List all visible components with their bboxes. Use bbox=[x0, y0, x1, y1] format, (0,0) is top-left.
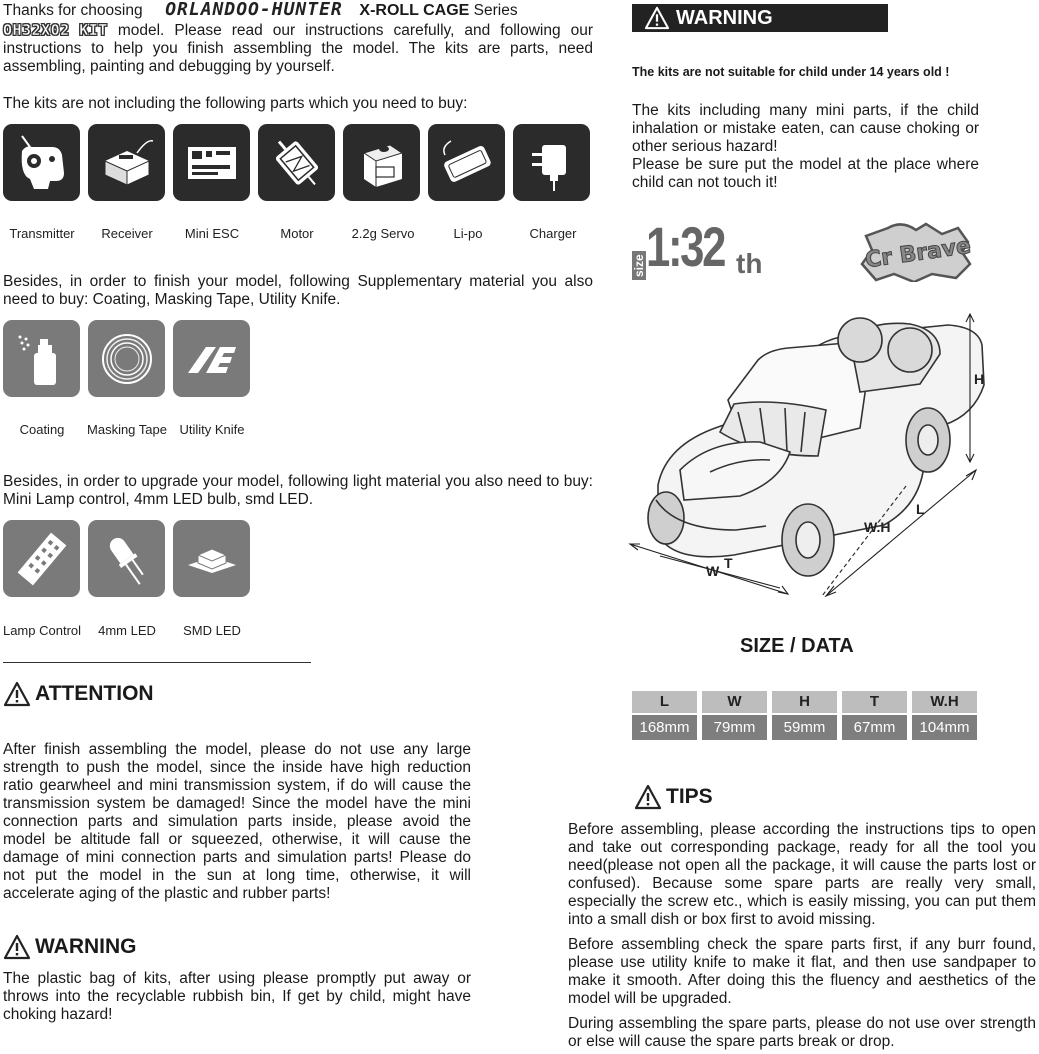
motor-icon bbox=[258, 124, 335, 201]
led-bulb-icon bbox=[88, 520, 165, 597]
dim-label-t: T bbox=[724, 555, 733, 571]
age-notice: The kits are not suitable for child under 14 years old ! bbox=[632, 65, 950, 79]
scale-number: 1:32 bbox=[646, 215, 725, 278]
warning-triangle-icon bbox=[644, 6, 670, 30]
size-col-wh bbox=[912, 691, 977, 740]
size-header: H bbox=[772, 691, 837, 713]
crbrave-logo-graphic bbox=[858, 220, 980, 282]
size-header: L bbox=[632, 691, 697, 713]
model-code-badge: OH32X02 KIT bbox=[3, 21, 108, 39]
intro-block bbox=[3, 1, 593, 76]
label-utility-knife: Utility Knife bbox=[179, 422, 245, 437]
series-word: Series bbox=[473, 2, 518, 19]
tape-icon bbox=[88, 320, 165, 397]
attention-heading bbox=[3, 681, 154, 707]
attention-text: After finish assembling the model, please do not use any large strength to push the model, since the inside have high reduction ratio gearwheel and mini transmission system, if do will cause the transmission system be damaged! Since the model have the mini connection parts and simulation parts inside, please avoid the model be altitude fall or squeezed, otherwise, it will cause the damage of mini connection parts and simulation parts! Please do not put the model in the sun at long time, otherwise, it will accelerate aging of the plastic and rubber parts! bbox=[3, 741, 471, 902]
size-col-t bbox=[842, 691, 907, 740]
label-transmitter: Transmitter bbox=[9, 226, 75, 241]
transmitter-icon bbox=[3, 124, 80, 201]
attention-title: ATTENTION bbox=[35, 682, 154, 705]
size-value: 67mm bbox=[842, 715, 907, 740]
tips-heading bbox=[634, 784, 713, 810]
spray-can-icon bbox=[3, 320, 80, 397]
tips-title: TIPS bbox=[666, 785, 713, 808]
size-col-h bbox=[772, 691, 837, 740]
scale-prefix: size bbox=[632, 251, 646, 280]
receiver-icon bbox=[88, 124, 165, 201]
not-included-text: The kits are not including the following parts which you need to buy: bbox=[3, 95, 468, 112]
crbrave-logo bbox=[858, 220, 980, 282]
scale-graphic bbox=[632, 215, 772, 288]
tips-paragraph-2: Before assembling check the spare parts first, if any burr found, please use utility knife to make it flat, and then use sandpaper to make it smooth. After doing this the fluency and aesthetics of the model will be upgraded. bbox=[568, 936, 1036, 1007]
supplementary-icons bbox=[3, 320, 250, 397]
section-divider bbox=[3, 662, 311, 663]
warning-triangle-icon bbox=[3, 934, 31, 960]
truck-illustration bbox=[620, 300, 1000, 610]
tips-paragraph-3: During assembling the spare parts, please do not use over strength or else will cause the spare parts break or drop. bbox=[568, 1015, 1036, 1050]
label-receiver: Receiver bbox=[101, 226, 153, 241]
label-charger: Charger bbox=[529, 226, 577, 241]
size-value: 79mm bbox=[702, 715, 767, 740]
label-coating: Coating bbox=[19, 422, 65, 437]
supplementary-labels bbox=[0, 422, 300, 438]
warning-banner bbox=[632, 4, 888, 32]
size-header: W.H bbox=[912, 691, 977, 713]
warning-heading-left bbox=[3, 934, 137, 960]
scale-suffix: th bbox=[736, 248, 763, 279]
upgrade-labels bbox=[0, 623, 300, 639]
size-col-w bbox=[702, 691, 767, 740]
dim-label-l: L bbox=[916, 501, 925, 517]
charger-icon bbox=[513, 124, 590, 201]
size-header: T bbox=[842, 691, 907, 713]
series-name: X-ROLL CAGE bbox=[359, 2, 470, 19]
label-esc: Mini ESC bbox=[184, 226, 240, 241]
size-value: 168mm bbox=[632, 715, 697, 740]
smd-led-icon bbox=[173, 520, 250, 597]
supplementary-text: Besides, in order to finish your model, following Supplementary material you also need to buy: Coating, Masking Tape, Utility Knife. bbox=[3, 273, 593, 308]
warning-text-left: The plastic bag of kits, after using please promptly put away or throws into the recyclable rubbish bin, If get by child, might have choking hazard! bbox=[3, 970, 471, 1023]
warning-triangle-icon bbox=[634, 784, 662, 810]
upgrade-text: Besides, in order to upgrade your model, following light material you also need to buy: Mini Lamp control, 4mm LED bulb, smd LED. bbox=[3, 473, 593, 508]
intro-text: model. Please read our instructions carefully, and following our instructions to help you finish assembling the model. The kits are parts, need assembling, painting and debugging by yourself. bbox=[3, 22, 593, 75]
label-smd-led: SMD LED bbox=[183, 623, 241, 638]
truck-dimension-diagram bbox=[620, 300, 1000, 610]
knife-icon bbox=[173, 320, 250, 397]
label-servo: 2.2g Servo bbox=[351, 226, 415, 241]
label-motor: Motor bbox=[280, 226, 314, 241]
label-4mm-led: 4mm LED bbox=[98, 623, 156, 638]
dim-label-w: W bbox=[706, 563, 720, 579]
dim-label-wh: W.H bbox=[864, 519, 891, 535]
label-lamp-control: Lamp Control bbox=[2, 623, 82, 638]
warning-triangle-icon bbox=[3, 681, 31, 707]
size-data-title: SIZE / DATA bbox=[740, 635, 854, 657]
size-value: 59mm bbox=[772, 715, 837, 740]
servo-icon bbox=[343, 124, 420, 201]
size-data-table bbox=[632, 691, 977, 740]
tips-paragraph-1: Before assembling, please according the instructions tips to open and take out corresponding package, ready for all the tool you need(please not open all the package, it will cause the parts lost or confused). Because some spare parts are really very small, especially the screw etc., which is easily missing, you can put them into a small dish or box first to avoid missing. bbox=[568, 821, 1036, 928]
esc-icon bbox=[173, 124, 250, 201]
upgrade-icons bbox=[3, 520, 250, 597]
required-parts-labels bbox=[0, 226, 600, 242]
warning-right-text2: Please be sure put the model at the place where child can not touch it! bbox=[632, 156, 979, 191]
label-masking-tape: Masking Tape bbox=[87, 422, 167, 437]
required-parts-icons bbox=[3, 124, 590, 201]
label-lipo: Li-po bbox=[453, 226, 483, 241]
crbrave-logo-text: Cr Brave bbox=[863, 233, 973, 274]
dim-label-h: H bbox=[974, 371, 985, 387]
intro-prefix: Thanks for choosing bbox=[3, 2, 143, 19]
warning-title-left: WARNING bbox=[35, 935, 137, 958]
size-value: 104mm bbox=[912, 715, 977, 740]
size-col-l bbox=[632, 691, 697, 740]
brand-logo: ORLANDOO-HUNTER bbox=[165, 0, 343, 20]
warning-title-right: WARNING bbox=[676, 6, 773, 29]
warning-right-text1: The kits including many mini parts, if the child inhalation or mistake eaten, can cause choking or other serious hazard! bbox=[632, 102, 979, 155]
battery-icon bbox=[428, 124, 505, 201]
size-header: W bbox=[702, 691, 767, 713]
lamp-control-icon bbox=[3, 520, 80, 597]
